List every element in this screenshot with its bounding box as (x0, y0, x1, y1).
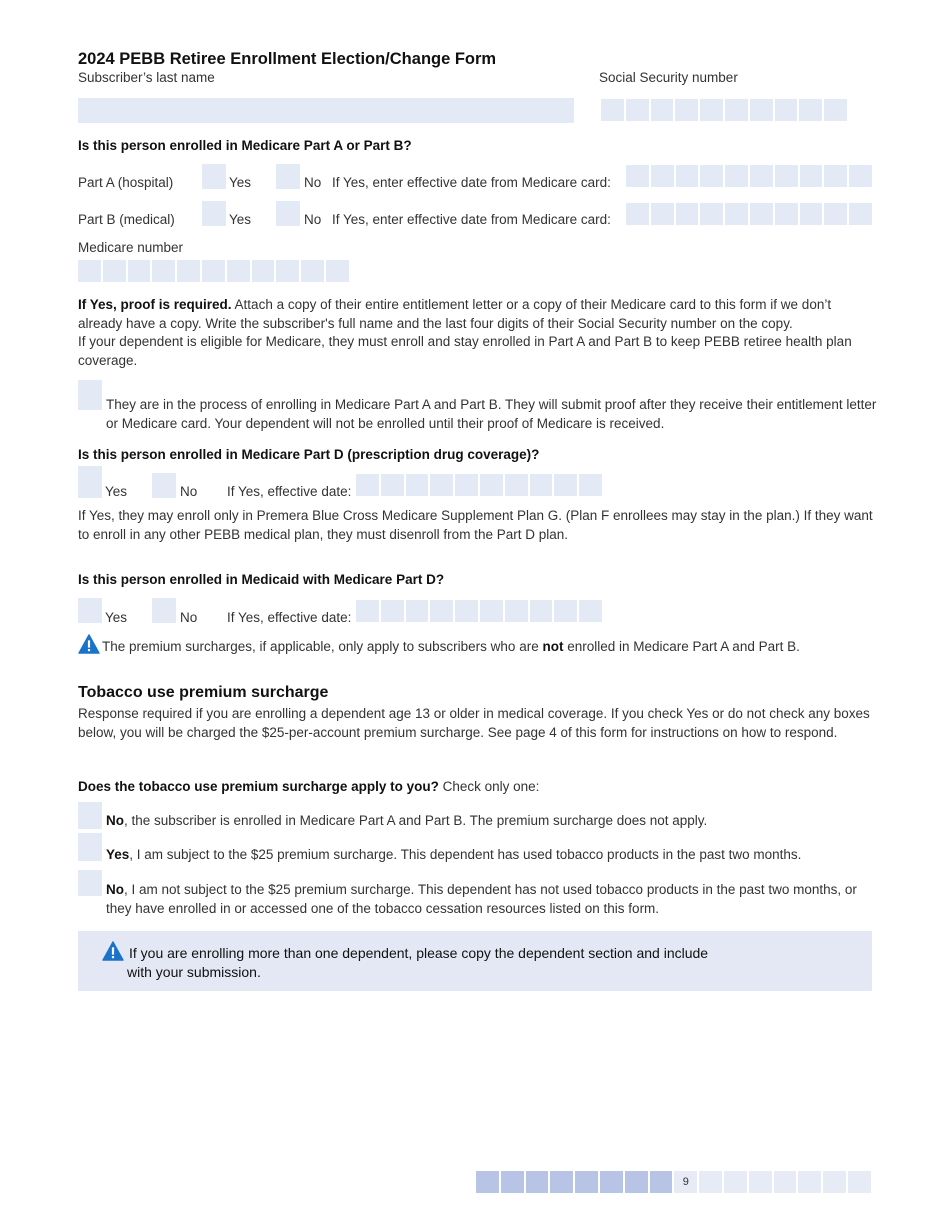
part-d-yes-label: Yes (105, 484, 128, 499)
medicaid-date-label: If Yes, effective date: (227, 610, 352, 625)
part-a-label: Part A (hospital) (78, 175, 174, 190)
part-b-yes-checkbox[interactable] (202, 201, 226, 226)
part-d-note: If Yes, they may enroll only in Premera Blue Cross Medicare Supplement Plan G. (Plan F enrollees may stay in the plan.) If they want to enroll in any other PEBB medical plan, they must disenroll from the Part D plan. (78, 508, 873, 542)
tobacco-option-3-text: No, I am not subject to the $25 premium surcharge. This dependent has not used tobacco products in the past two months, or they have enrolled in or accessed one of the tobacco cessation resources listed on this form. (106, 882, 857, 916)
ssn-label: Social Security number (599, 70, 738, 85)
part-d-yes-checkbox[interactable] (78, 466, 102, 498)
tobacco-option-1-text: No, the subscriber is enrolled in Medicare Part A and Part B. The premium surcharge does not apply. (106, 813, 708, 828)
part-a-yes-checkbox[interactable] (202, 164, 226, 189)
part-b-date-prompt: If Yes, enter effective date from Medicare card: (332, 212, 611, 227)
medicare-ab-question: Is this person enrolled in Medicare Part A or Part B? (78, 138, 412, 153)
tobacco-heading: Tobacco use premium surcharge (78, 684, 329, 701)
tobacco-option-2-text: Yes, I am subject to the $25 premium surcharge. This dependent has used tobacco products in the past two months. (106, 847, 802, 862)
warning-icon (102, 941, 124, 961)
medicaid-yes-label: Yes (105, 610, 128, 625)
part-d-question: Is this person enrolled in Medicare Part D (prescription drug coverage)? (78, 447, 540, 462)
part-b-no-checkbox[interactable] (276, 201, 300, 226)
part-b-no-label: No (304, 212, 322, 227)
in-process-text: They are in the process of enrolling in Medicare Part A and Part B. They will submit proof after they receive their entitlement letter or Medicare card. Your dependent will not be enrolled until their proof of Medicare is received. (106, 397, 877, 431)
part-d-date-input[interactable] (356, 474, 602, 496)
part-a-date-input[interactable] (626, 165, 872, 187)
proof-bold: If Yes, proof is required. (78, 297, 232, 312)
tobacco-intro: Response required if you are enrolling a dependent age 13 or older in medical coverage. If you check Yes or do not check any boxes below, you will be charged the $25-per-account premium surcharge. See page 4 of this form for instructions on how to respond. (78, 706, 870, 740)
note-line-2: with your submission. (127, 964, 261, 980)
warning-icon (78, 634, 100, 654)
subscriber-last-name-input[interactable] (78, 98, 574, 123)
proof-paragraph (78, 295, 878, 333)
part-a-yes-label: Yes (229, 175, 252, 190)
medicaid-no-label: No (180, 610, 198, 625)
part-a-no-label: No (304, 175, 322, 190)
subscriber-last-name-label: Subscriber’s last name (78, 70, 215, 85)
medicaid-no-checkbox[interactable] (152, 598, 176, 623)
medicaid-question: Is this person enrolled in Medicaid with Medicare Part D? (78, 572, 445, 587)
tobacco-option-3-checkbox[interactable] (78, 870, 102, 896)
part-d-no-label: No (180, 484, 198, 499)
surcharge-warning-text: The premium surcharges, if applicable, only apply to subscribers who are not enrolled in Medicare Part A and Part B. (102, 639, 800, 654)
in-process-checkbox[interactable] (78, 380, 102, 410)
part-d-date-label: If Yes, effective date: (227, 484, 352, 499)
part-a-no-checkbox[interactable] (276, 164, 300, 189)
part-d-no-checkbox[interactable] (152, 473, 176, 498)
part-a-date-prompt: If Yes, enter effective date from Medicare card: (332, 175, 611, 190)
part-b-date-input[interactable] (626, 203, 872, 225)
medicaid-yes-checkbox[interactable] (78, 598, 102, 623)
multiple-dependents-note (78, 931, 872, 991)
part-b-label: Part B (medical) (78, 212, 175, 227)
medicare-number-input[interactable] (78, 260, 349, 282)
medicaid-date-input[interactable] (356, 600, 602, 622)
page-number: 9 (674, 1171, 697, 1193)
tobacco-option-2-checkbox[interactable] (78, 833, 102, 861)
proof-text: Attach a copy of their entire entitlement letter or a copy of their Medicare card to this form if we don’t already have a copy. Write the subscriber's full name and the last four digits of their Social Security number on the copy. (78, 297, 832, 331)
proof-eligibility-text: If your dependent is eligible for Medicare, they must enroll and stay enrolled in Part A and Part B to keep PEBB retiree health plan coverage. (78, 334, 852, 368)
medicare-number-label: Medicare number (78, 240, 184, 255)
note-line-1: If you are enrolling more than one dependent, please copy the dependent section and include (129, 945, 709, 961)
ssn-input[interactable] (601, 99, 847, 121)
page-progress-strip (476, 1171, 871, 1193)
tobacco-option-1-checkbox[interactable] (78, 802, 102, 829)
tobacco-question: Does the tobacco use premium surcharge apply to you? Check only one: (78, 779, 540, 794)
form-title: 2024 PEBB Retiree Enrollment Election/Change Form (78, 50, 497, 68)
part-b-yes-label: Yes (229, 212, 252, 227)
